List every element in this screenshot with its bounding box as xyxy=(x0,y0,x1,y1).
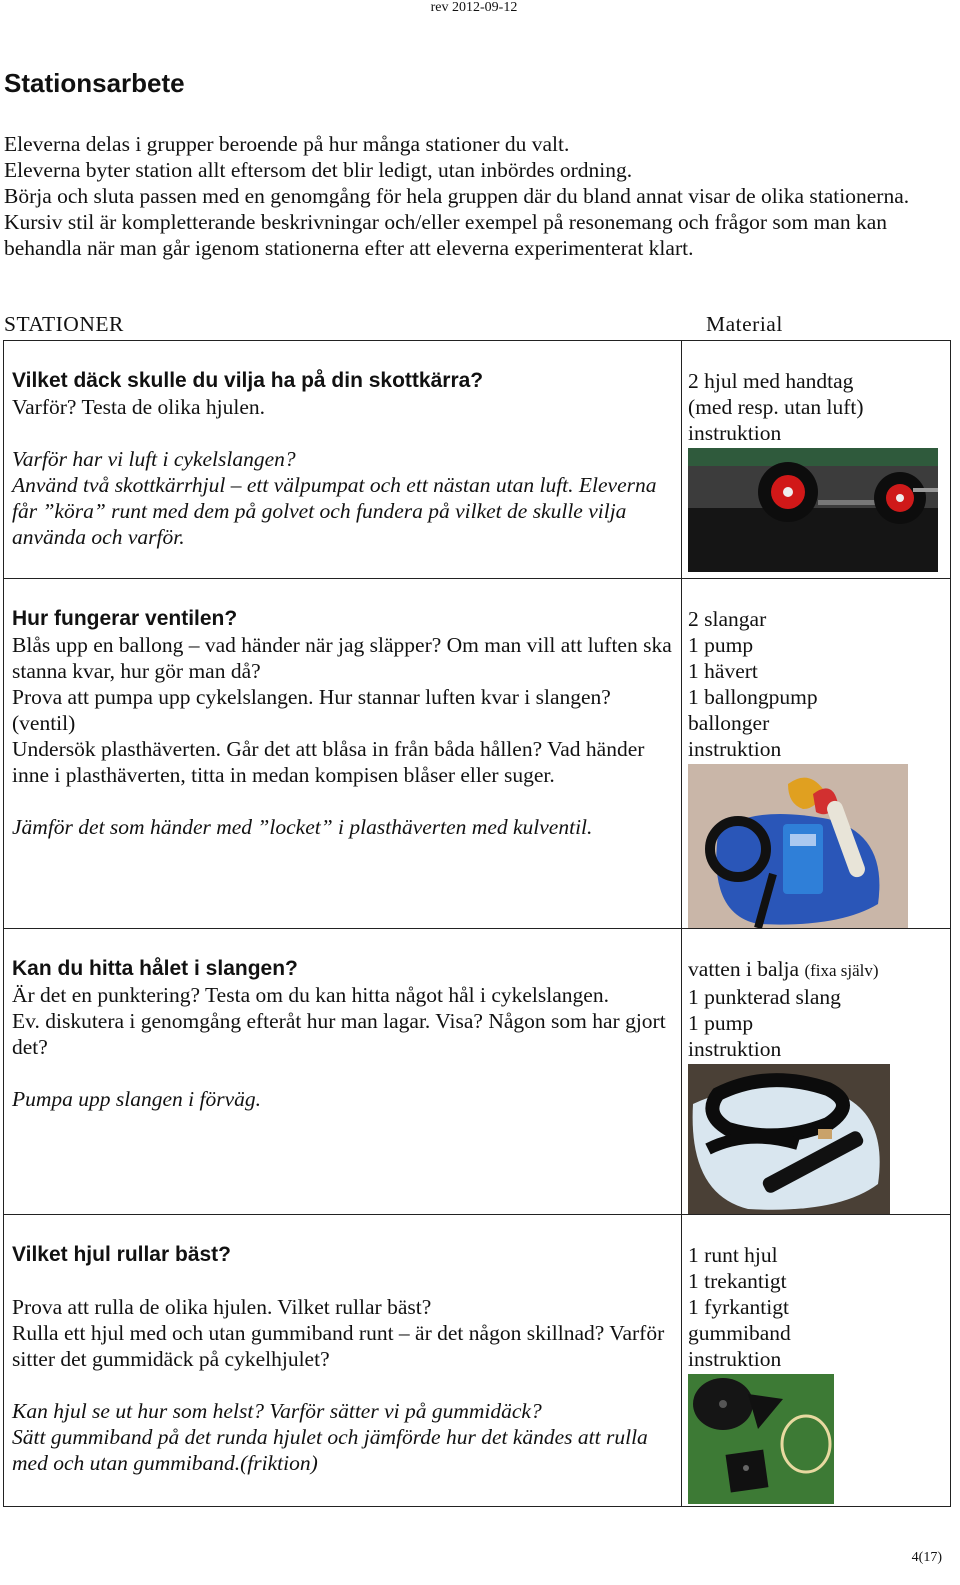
material-item: 2 slangar xyxy=(688,607,767,631)
station-italic-text: Använd två skottkärrhjul – ett välpumpat och ett nästan utan luft. Eleverna får ”köra” runt med dem på golvet och fundera på vilket de skulle vilja använda och varför. xyxy=(12,473,657,549)
material-item: instruktion xyxy=(688,1037,782,1061)
material-item: 1 hävert xyxy=(688,659,758,683)
material-item: 1 runt hjul xyxy=(688,1243,778,1267)
station-text: Blås upp en ballong – vad händer när jag släpper? Om man vill att luften ska stanna kvar, hur gör man då? xyxy=(12,633,672,683)
material-item: ballonger xyxy=(688,711,770,735)
intro-text xyxy=(4,131,944,261)
station-description xyxy=(4,1215,682,1507)
material-item: instruktion xyxy=(688,737,782,761)
station-italic-text: Kan hjul se ut hur som helst? Varför sätter vi på gummidäck? xyxy=(12,1399,542,1423)
material-item: 1 ballongpump xyxy=(688,685,818,709)
station-text: Ev. diskutera i genomgång efteråt hur man lagar. Visa? Någon som har gjort det? xyxy=(12,1009,666,1059)
shapes-photo xyxy=(688,1374,834,1504)
station-description xyxy=(4,579,682,929)
material-item: instruktion xyxy=(688,421,782,445)
station-question: Kan du hitta hålet i slangen? xyxy=(12,957,298,980)
material-item: 1 pump xyxy=(688,633,754,657)
material-item: gummiband xyxy=(688,1321,791,1345)
station-row xyxy=(4,1215,951,1507)
intro-line: Eleverna delas i grupper beroende på hur många stationer du valt. xyxy=(4,132,570,156)
station-text: Prova att rulla de olika hjulen. Vilket rullar bäst? xyxy=(12,1295,432,1319)
station-row xyxy=(4,341,951,579)
station-text: Är det en punktering? Testa om du kan hitta något hål i cykelslangen. xyxy=(12,983,609,1007)
station-italic-text: Sätt gummiband på det runda hjulet och jämförde hur det kändes att rulla med och utan gummiband.(friktion) xyxy=(12,1425,648,1475)
material-item: 1 trekantigt xyxy=(688,1269,787,1293)
station-row xyxy=(4,579,951,929)
station-italic-text: Jämför det som händer med ”locket” i plasthäverten med kulventil. xyxy=(12,815,593,839)
station-question: Vilket däck skulle du vilja ha på din skottkärra? xyxy=(12,369,484,392)
station-italic-text: Pumpa upp slangen i förväg. xyxy=(12,1087,262,1111)
station-question: Hur fungerar ventilen? xyxy=(12,607,238,630)
material-column-header: Material xyxy=(706,312,783,336)
page-title: Stationsarbete xyxy=(4,68,185,98)
revision-header: rev 2012-09-12 xyxy=(430,0,518,15)
material-item: 1 pump xyxy=(688,1011,754,1035)
material-item: 2 hjul med handtag xyxy=(688,369,854,393)
material-item: (med resp. utan luft) xyxy=(688,395,864,419)
station-materials xyxy=(682,579,951,929)
station-description xyxy=(4,929,682,1215)
material-item-water: vatten i balja xyxy=(688,957,800,981)
stations-column-header: STATIONER xyxy=(4,312,124,336)
station-text: Prova att pumpa upp cykelslangen. Hur stannar luften kvar i slangen? (ventil) xyxy=(12,685,611,735)
intro-paragraph: Börja och sluta passen med en genomgång för hela gruppen där du bland annat visar de olika stationerna. Kursiv stil är kompletterande beskrivningar och/eller exempel på resonemang och frågor som man kan behandla när man går igenom stationerna efter att eleverna experimenterat klart. xyxy=(4,184,910,260)
pump-photo xyxy=(688,764,908,928)
station-materials xyxy=(682,929,951,1215)
material-item: instruktion xyxy=(688,1347,782,1371)
station-materials xyxy=(682,341,951,579)
stations-table xyxy=(3,340,951,1507)
station-materials xyxy=(682,1215,951,1507)
material-item: 1 punkterad slang xyxy=(688,985,841,1009)
station-row xyxy=(4,929,951,1215)
station-text: Rulla ett hjul med och utan gummiband runt – är det någon skillnad? Varför sitter det gummidäck på cykelhjulet? xyxy=(12,1321,665,1371)
page-number: 4(17) xyxy=(911,1550,942,1565)
tube-photo xyxy=(688,1064,890,1214)
material-item xyxy=(688,956,944,984)
station-text: Undersök plasthäverten. Går det att blåsa in från båda hållen? Vad händer inne i plasthäverten, titta in medan kompisen blåser eller suger. xyxy=(12,737,645,787)
material-note: (fixa själv) xyxy=(804,961,879,980)
station-italic-text: Varför har vi luft i cykelslangen? xyxy=(12,447,296,471)
station-question: Vilket hjul rullar bäst? xyxy=(12,1243,232,1266)
material-item: 1 fyrkantigt xyxy=(688,1295,789,1319)
intro-line: Eleverna byter station allt eftersom det blir ledigt, utan inbördes ordning. xyxy=(4,158,633,182)
station-text: Varför? Testa de olika hjulen. xyxy=(12,395,266,419)
station-description xyxy=(4,341,682,579)
wheels-photo xyxy=(688,448,938,572)
